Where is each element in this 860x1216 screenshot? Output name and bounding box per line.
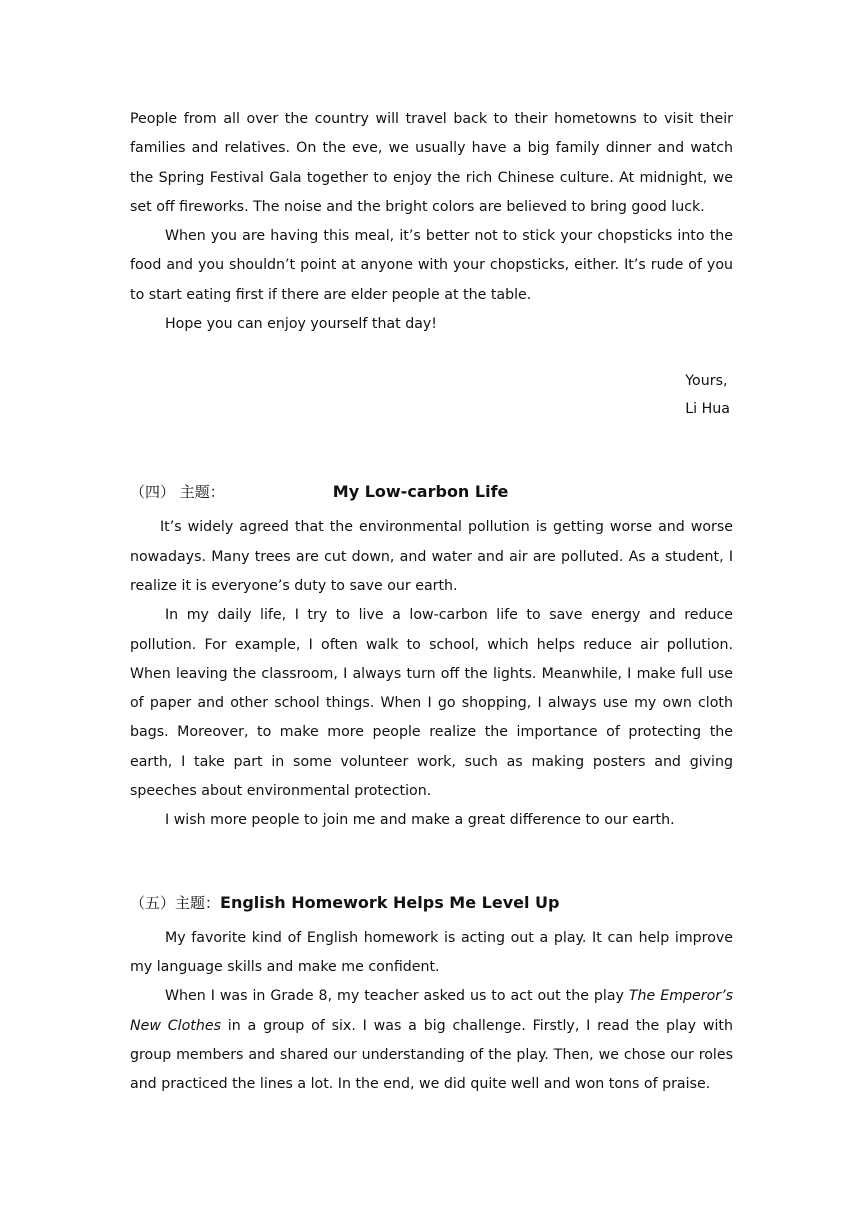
paragraph-text: When I was in Grade 8, my teacher asked us to act out the play [165,988,629,1005]
section-label: （四） 主题： [130,483,225,502]
document-page [130,105,733,1099]
paragraph: When you are having this meal, it’s better not to stick your chopsticks into the food and you shouldn’t point at anyone with your chopsticks, either. It’s rude of you to start eating first if there are elder people at the table. [130,228,733,303]
section-title: English Homework Helps Me Level Up [220,892,560,912]
paragraph: It’s widely agreed that the environmental pollution is getting worse and worse nowadays. Many trees are cut down, and water and air are polluted. As a student, I realize it is everyone’s duty to save our earth. [130,519,733,594]
play-title: The Emperor’s New Clothes [130,988,733,1034]
closing: Yours, [685,373,728,390]
paragraph: I wish more people to join me and make a great difference to our earth. [165,812,675,829]
paragraph: In my daily life, I try to live a low-carbon life to save energy and reduce pollution. For example, I often walk to school, which helps reduce air pollution. When leaving the classroom, I always turn off the lights. Meanwhile, I make full use of paper and other school things. When I go shopping, I always use my own cloth bags. Moreover, to make more people realize the importance of protecting the earth, I take part in some volunteer work, such as making posters and giving speeches about environmental protection. [130,607,733,800]
section-title: My Low-carbon Life [332,482,509,502]
letter-signoff [130,367,730,423]
spacer [130,339,733,367]
paragraph: Hope you can enjoy yourself that day! [165,316,437,333]
paragraph-text: in a group of six. I was a big challenge. Firstly, I read the play with group members and shared our understanding of the play. Then, we chose our roles and practiced the lines a lot. In the end, we did quite well and won tons of praise. [130,1017,733,1093]
section-heading [130,888,733,918]
paragraph: My favorite kind of English homework is acting out a play. It can help improve my language skills and make me confident. [130,929,733,975]
signature: Li Hua [685,401,730,418]
section-label: （五）主题： [130,893,221,912]
paragraph: People from all over the country will travel back to their hometowns to visit their families and relatives. On the eve, we usually have a big family dinner and watch the Spring Festival Gala together to enjoy the rich Chinese culture. At midnight, we set off fireworks. The noise and the bright colors are believed to bring good luck. [130,111,733,215]
paragraph [130,982,733,1099]
section-heading [130,477,733,507]
